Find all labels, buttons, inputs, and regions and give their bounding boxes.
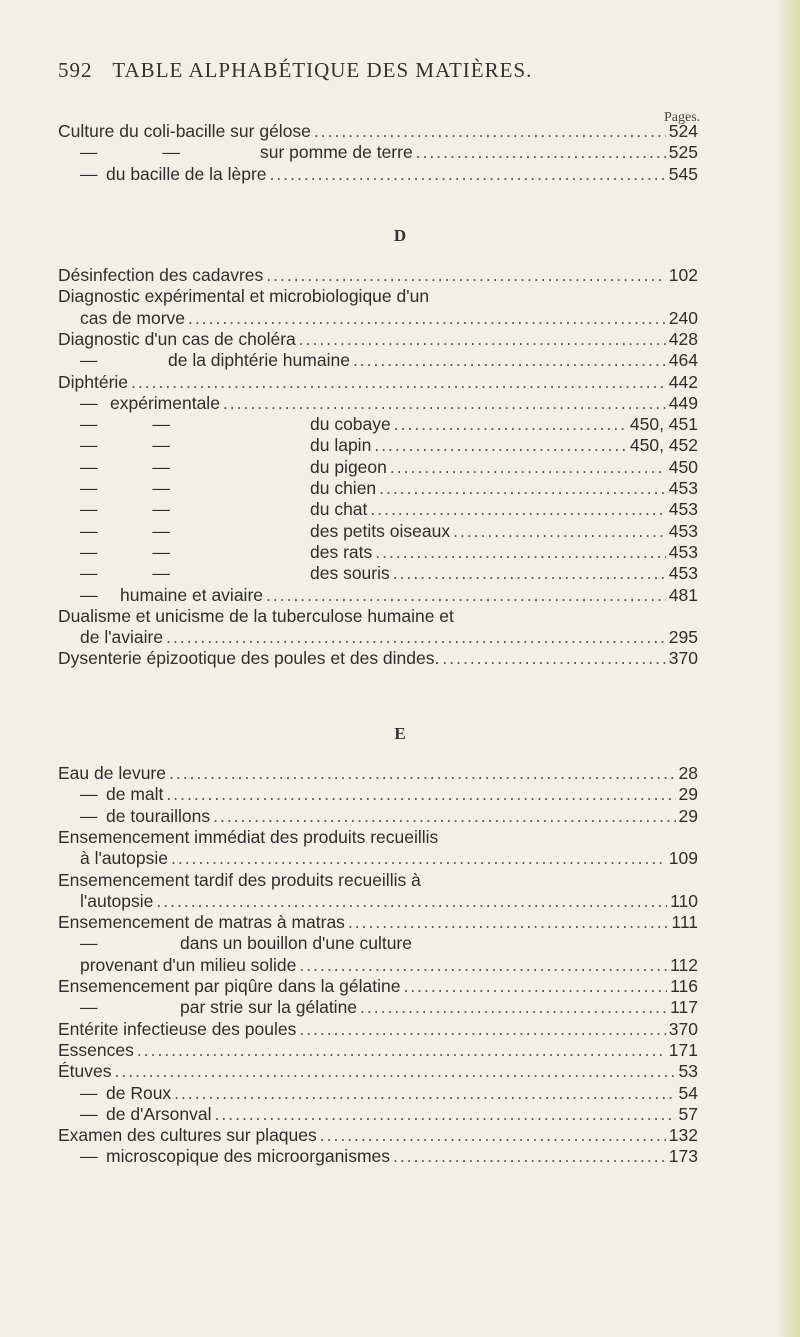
entry-page-number: 481 <box>668 584 698 605</box>
entry-page-number: 524 <box>668 121 698 141</box>
index-entry <box>58 975 698 997</box>
entry-text: Ensemencement par piqûre dans la gélatine <box>58 976 401 996</box>
entry-text: par strie sur la gélatine <box>180 997 358 1018</box>
index-entry <box>80 954 698 976</box>
entry-text: Culture du coli-bacille sur gélose <box>58 121 311 141</box>
leader-dots <box>353 349 666 371</box>
leader-dots <box>299 954 667 976</box>
entry-text: des petits oiseaux <box>310 520 451 541</box>
ditto-dash: — <box>80 997 98 1018</box>
index-entry <box>80 413 698 435</box>
entry-page-number: 111 <box>671 912 698 933</box>
index-entry <box>80 477 698 499</box>
leader-dots <box>156 890 667 912</box>
entry-page-number: 132 <box>668 1125 698 1146</box>
entry-page-number: 453 <box>668 520 698 541</box>
ditto-dash: — — <box>80 478 170 498</box>
ditto-dash: — — <box>80 435 170 456</box>
index-entry <box>58 911 698 933</box>
leader-dots <box>169 762 676 784</box>
entry-text: Ensemencement immédiat des produits recueillis <box>58 826 439 847</box>
pages-column-label: Pages. <box>664 110 701 125</box>
index-entry <box>58 647 698 669</box>
ditto-dash: — <box>80 1146 98 1167</box>
entry-page-number: 370 <box>668 1018 698 1039</box>
entry-page-number: 109 <box>668 848 698 869</box>
entry-text: de la diphtérie humaine <box>168 350 350 371</box>
leader-dots <box>374 434 627 456</box>
leader-dots <box>266 264 666 286</box>
ditto-dash: — <box>80 805 98 826</box>
ditto-dash: — — <box>80 499 170 520</box>
entry-page-number: 453 <box>668 541 698 562</box>
ditto-dash: — — <box>80 520 170 541</box>
entry-page-number: 29 <box>678 784 698 805</box>
entry-page-number: 450 <box>668 456 698 477</box>
entry-text: du chien <box>310 478 377 498</box>
entry-text: sur pomme de terre <box>260 142 413 163</box>
leader-dots <box>314 120 666 142</box>
leader-dots <box>375 541 666 563</box>
entry-text: du lapin <box>310 435 372 456</box>
leader-dots <box>115 1060 676 1082</box>
entry-text: Étuves <box>58 1061 112 1082</box>
leader-dots <box>188 307 666 329</box>
leader-dots <box>171 847 666 869</box>
entry-text: microscopique des microorganismes <box>106 1146 390 1167</box>
index-entry <box>80 783 698 805</box>
ditto-dash: — <box>80 1103 98 1124</box>
leader-dots <box>416 141 666 163</box>
entry-page-number: 295 <box>668 627 698 648</box>
entry-text: Désinfection des cadavres <box>58 265 264 285</box>
index-entry <box>58 605 698 627</box>
ditto-dash: — — <box>80 414 170 435</box>
index-entry <box>80 349 698 371</box>
entry-text: cas de morve <box>80 307 186 328</box>
index-entry <box>80 163 698 185</box>
entry-text: Ensemencement de matras à matras <box>58 912 345 933</box>
leader-dots <box>223 392 666 414</box>
entry-text: Diphtérie <box>58 371 129 392</box>
entry-text: Entérite infectieuse des poules <box>58 1018 297 1039</box>
index-entry <box>80 584 698 606</box>
entry-page-number: 112 <box>670 954 698 975</box>
entry-page-number: 54 <box>678 1082 698 1103</box>
entry-text: à l'autopsie <box>80 848 168 869</box>
ditto-dash: — <box>80 392 98 413</box>
index-entry <box>58 1039 698 1061</box>
index-entry <box>80 307 698 329</box>
entry-text: de Roux <box>106 1082 172 1103</box>
leader-dots <box>453 520 666 542</box>
entry-page-number: 57 <box>678 1103 698 1124</box>
leader-dots <box>442 647 665 669</box>
index-entry <box>58 264 698 286</box>
index-entry <box>80 498 698 520</box>
leader-dots <box>393 562 666 584</box>
entry-page-number: 449 <box>668 392 698 413</box>
index-entry <box>58 869 698 891</box>
index-entry <box>58 328 698 350</box>
leader-dots <box>348 911 668 933</box>
leader-dots <box>137 1039 666 1061</box>
entry-text: Dysenterie épizootique des poules et des dindes. <box>58 648 440 669</box>
index-entry <box>80 805 698 827</box>
entry-page-number: 171 <box>668 1039 698 1060</box>
entry-text: humaine et aviaire <box>120 584 263 605</box>
index-entry <box>80 1082 698 1104</box>
ditto-dash: — — <box>80 456 170 477</box>
ditto-dash: — <box>80 584 98 605</box>
section-letter-d: D <box>393 226 407 245</box>
leader-dots <box>394 413 627 435</box>
entry-page-number: 453 <box>668 478 698 498</box>
entry-page-number: 450, 451 <box>629 414 698 435</box>
entry-page-number: 102 <box>668 265 698 285</box>
entry-page-number: 110 <box>670 890 698 911</box>
entry-page-number: 428 <box>668 328 698 349</box>
ditto-dash: — — <box>80 541 170 562</box>
entry-text: du cobaye <box>310 414 391 435</box>
index-entry <box>80 520 698 542</box>
entry-page-number: 453 <box>668 563 698 584</box>
ditto-dash: — <box>80 1082 98 1103</box>
leader-dots <box>379 477 666 499</box>
entry-text: du pigeon <box>310 456 387 477</box>
index-entry <box>80 541 698 563</box>
index-entry <box>80 626 698 648</box>
leader-dots <box>166 626 666 648</box>
entry-text: Essences <box>58 1039 134 1060</box>
index-entry <box>80 562 698 584</box>
entry-text: de touraillons <box>106 805 211 826</box>
entry-page-number: 116 <box>670 976 698 996</box>
entry-text: Eau de levure <box>58 763 166 783</box>
entry-text: des rats <box>310 541 373 562</box>
entry-page-number: 53 <box>678 1061 698 1082</box>
page-title: TABLE ALPHABÉTIQUE DES MATIÈRES. <box>112 58 533 82</box>
entry-text: du chat <box>310 499 368 520</box>
entry-page-number: 28 <box>678 763 698 783</box>
leader-dots <box>266 584 666 606</box>
leader-dots <box>215 1103 676 1125</box>
entry-text: des souris <box>310 563 390 584</box>
entry-page-number: 370 <box>668 648 698 669</box>
entry-page-number: 525 <box>668 142 698 163</box>
entry-page-number: 29 <box>678 805 698 826</box>
leader-dots <box>174 1082 675 1104</box>
entry-text: Ensemencement tardif des produits recueillis à <box>58 869 421 890</box>
entry-page-number: 453 <box>668 499 698 520</box>
index-entry <box>80 1145 698 1167</box>
index-entry <box>58 285 698 307</box>
index-entry <box>80 456 698 478</box>
index-entry <box>58 1018 698 1040</box>
index-entry <box>58 1124 698 1146</box>
index-entry <box>80 890 698 912</box>
entry-text: Diagnostic expérimental et microbiologique d'un <box>58 286 430 307</box>
leader-dots <box>166 783 675 805</box>
leader-dots <box>131 371 666 393</box>
leader-dots <box>213 805 675 827</box>
index-entry <box>80 932 698 954</box>
index-entry <box>80 141 698 163</box>
running-header <box>58 58 532 83</box>
ditto-dash: — <box>80 350 98 371</box>
entry-text: l'autopsie <box>80 890 154 911</box>
leader-dots <box>370 498 665 520</box>
index-entry <box>58 762 698 784</box>
entry-text: Diagnostic d'un cas de choléra <box>58 328 296 349</box>
entry-page-number: 442 <box>668 371 698 392</box>
leader-dots <box>360 996 667 1018</box>
ditto-dash: — — <box>80 563 170 584</box>
entry-text: provenant d'un milieu solide <box>80 954 297 975</box>
leader-dots <box>299 1018 665 1040</box>
entry-page-number: 464 <box>668 350 698 371</box>
ditto-dash: — <box>80 163 98 184</box>
entry-text: Examen des cultures sur plaques <box>58 1125 317 1146</box>
index-entry <box>80 434 698 456</box>
index-entry <box>58 120 698 142</box>
entry-page-number: 117 <box>670 997 698 1018</box>
index-entry <box>80 847 698 869</box>
entry-text: du bacille de la lèpre <box>106 163 267 184</box>
ditto-dash: — — <box>80 142 180 163</box>
leader-dots <box>393 1145 666 1167</box>
entry-text: Dualisme et unicisme de la tuberculose humaine et <box>58 605 454 626</box>
entry-text: de l'aviaire <box>80 627 164 648</box>
entry-text: expérimentale <box>110 392 220 413</box>
leader-dots <box>270 163 666 185</box>
entry-page-number: 173 <box>668 1146 698 1167</box>
index-entry <box>58 1060 698 1082</box>
leader-dots <box>403 975 667 997</box>
ditto-dash: — <box>80 784 98 805</box>
entry-page-number: 450, 452 <box>629 435 698 456</box>
leader-dots <box>390 456 666 478</box>
entry-text: de d'Arsonval <box>106 1103 212 1124</box>
page-edge-stain <box>778 0 800 1337</box>
entry-page-number: 240 <box>668 307 698 328</box>
leader-dots <box>299 328 666 350</box>
index-entry <box>58 371 698 393</box>
index-entry <box>80 1103 698 1125</box>
section-letter-e: E <box>394 724 406 743</box>
ditto-dash: — <box>80 933 98 954</box>
index-entry <box>58 826 698 848</box>
index-entry <box>80 996 698 1018</box>
entry-text: de malt <box>106 784 164 805</box>
entry-page-number: 545 <box>668 163 698 184</box>
page-number: 592 <box>58 58 93 82</box>
index-entry <box>80 392 698 414</box>
entry-text: dans un bouillon d'une culture <box>180 933 412 954</box>
leader-dots <box>320 1124 666 1146</box>
